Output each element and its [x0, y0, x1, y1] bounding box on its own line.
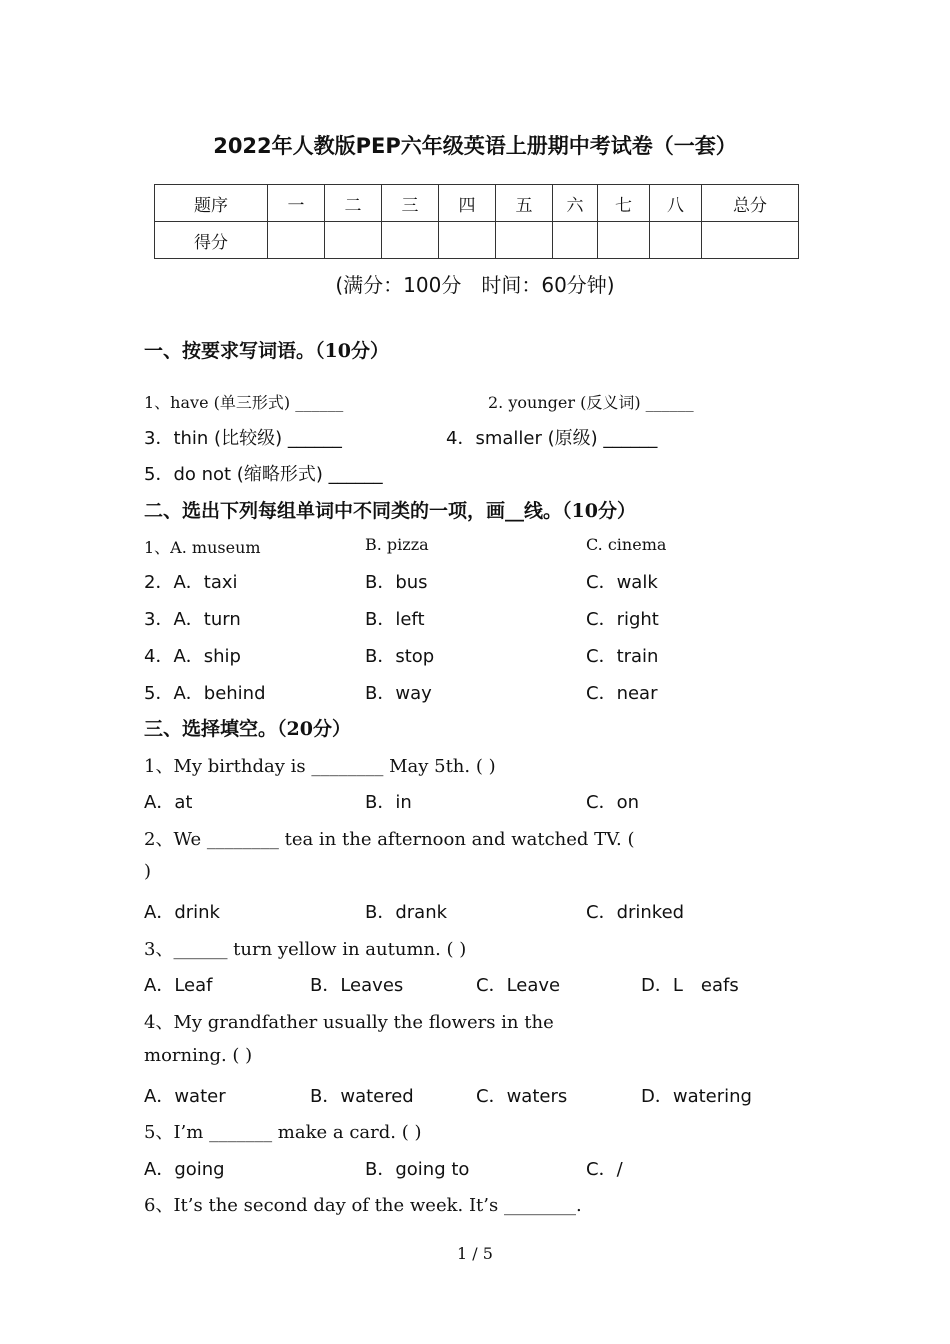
option: B．way — [365, 683, 432, 704]
option: A．water — [144, 1086, 226, 1107]
exam-info: (满分：100分 时间：60分钟) — [335, 273, 615, 297]
page-number: 1 / 5 — [457, 1244, 493, 1263]
header-cell: 总分 — [702, 185, 799, 222]
header-cell: 题序 — [155, 185, 268, 222]
header-cell: 八 — [650, 185, 702, 222]
option: 2．A．taxi — [144, 572, 238, 593]
score-cell[interactable] — [496, 222, 553, 259]
header-cell: 一 — [268, 185, 325, 222]
question: 1、have (单三形式) ______ — [144, 393, 344, 412]
question: 5、I’m _______ make a card. ( ) — [144, 1122, 422, 1143]
header-cell: 二 — [325, 185, 382, 222]
header-cell: 四 — [439, 185, 496, 222]
option: C．near — [586, 683, 658, 704]
option: C．drinked — [586, 902, 685, 923]
option: B．stop — [365, 646, 435, 667]
option: C．train — [586, 646, 659, 667]
question: 2、We ________ tea in the afternoon and watched TV. ( — [144, 829, 635, 850]
score-cell[interactable] — [325, 222, 382, 259]
option: 1、A. museum — [144, 538, 261, 557]
question: 2. younger (反义词) ______ — [488, 393, 694, 412]
question: 5．do not (缩略形式) ______ — [144, 464, 383, 485]
page-title: 2022年人教版PEP六年级英语上册期中考试卷（一套） — [213, 134, 737, 158]
option: B．left — [365, 609, 425, 630]
score-cell[interactable] — [268, 222, 325, 259]
header-cell: 七 — [598, 185, 650, 222]
question: 1、My birthday is ________ May 5th. ( ) — [144, 756, 496, 777]
score-cell[interactable] — [702, 222, 799, 259]
score-cell[interactable] — [382, 222, 439, 259]
score-cell[interactable] — [650, 222, 702, 259]
header-cell: 三 — [382, 185, 439, 222]
option: 4．A．ship — [144, 646, 241, 667]
score-cell[interactable] — [598, 222, 650, 259]
score-cell[interactable] — [439, 222, 496, 259]
option: A．at — [144, 792, 193, 813]
question: 4、My grandfather usually the flowers in the — [144, 1012, 554, 1033]
score-table — [154, 184, 799, 259]
header-cell: 五 — [496, 185, 553, 222]
header-cell: 六 — [553, 185, 598, 222]
question: 3．thin (比较级) ______ — [144, 428, 342, 449]
option: 3．A．turn — [144, 609, 241, 630]
option: B．drank — [365, 902, 448, 923]
score-cell[interactable] — [553, 222, 598, 259]
option: A．Leaf — [144, 975, 213, 996]
option: B．bus — [365, 572, 428, 593]
option: B. pizza — [365, 535, 429, 554]
section-heading: 三、选择填空。（20分） — [144, 718, 351, 740]
option: C．walk — [586, 572, 658, 593]
question-continuation: morning. ( ) — [144, 1045, 253, 1066]
section-heading: 二、选出下列每组单词中不同类的一项，画__线。（10分） — [144, 500, 636, 522]
option: C．right — [586, 609, 659, 630]
score-row-label: 得分 — [155, 222, 268, 259]
option: C．Leave — [476, 975, 561, 996]
option: A．drink — [144, 902, 220, 923]
option: B．in — [365, 792, 412, 813]
option: D．watering — [641, 1086, 752, 1107]
option: C．waters — [476, 1086, 568, 1107]
option: C. cinema — [586, 535, 667, 554]
option: A．going — [144, 1159, 225, 1180]
question: 6、It’s the second day of the week. It’s ________. — [144, 1195, 582, 1216]
option: 5．A．behind — [144, 683, 266, 704]
option: C．on — [586, 792, 639, 813]
option: D．L eafs — [641, 975, 739, 996]
option: B．watered — [310, 1086, 414, 1107]
option: C．/ — [586, 1159, 623, 1180]
score-table-header-row — [155, 185, 799, 222]
option: B．going to — [365, 1159, 470, 1180]
question: 3、______ turn yellow in autumn. ( ) — [144, 939, 467, 960]
section-heading: 一、按要求写词语。（10分） — [144, 340, 389, 362]
question-continuation: ) — [144, 861, 152, 882]
question: 4．smaller (原级) ______ — [446, 428, 658, 449]
option: B．Leaves — [310, 975, 404, 996]
score-table-score-row — [155, 222, 799, 259]
